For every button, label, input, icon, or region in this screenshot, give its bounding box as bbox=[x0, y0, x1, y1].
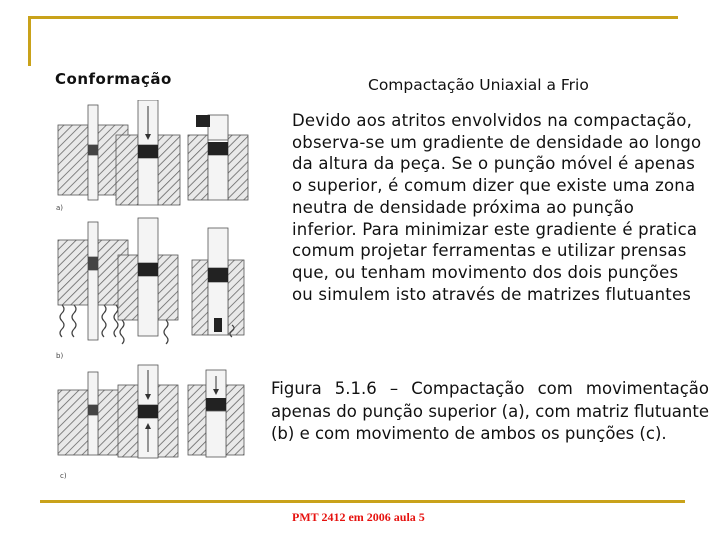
die-b3 bbox=[192, 228, 244, 337]
footer-text: PMT 2412 em 2006 aula 5 bbox=[292, 510, 425, 524]
row-b-diagrams bbox=[56, 218, 244, 360]
die-c2 bbox=[118, 365, 178, 458]
label-a: a) bbox=[56, 204, 64, 212]
die-a3 bbox=[188, 115, 248, 200]
left-rule bbox=[28, 16, 31, 66]
slide-title: Compactação Uniaxial a Frio bbox=[368, 76, 589, 94]
die-a2 bbox=[116, 100, 180, 205]
die-c3 bbox=[188, 370, 244, 457]
figure-caption: Figura 5.1.6 – Compactação com movimentação apenas do punção superior (a), com matriz flutuante (b) e com movimento de ambos os punções (c). bbox=[271, 379, 709, 444]
compaction-figure bbox=[46, 100, 276, 485]
top-rule bbox=[28, 16, 678, 19]
bottom-rule bbox=[40, 500, 685, 503]
die-b2 bbox=[118, 218, 178, 344]
section-title: Conformação bbox=[55, 70, 172, 88]
body-paragraph: Devido aos atritos envolvidos na compactação, observa-se um gradiente de densidade ao longo da altura da peça. Se o punção móvel é apenas o superior, é comum dizer que existe uma zona neutra de densidade próxima ao punção inferior. Para minimizar este gradiente é pratica comum projetar ferramentas e utilizar prensas que, ou tenham movimento dos dois punções ou simulem isto através de matrizes flutuantes bbox=[292, 111, 702, 304]
compaction-diagram bbox=[46, 100, 276, 485]
row-c-diagrams bbox=[58, 365, 244, 480]
die-c1 bbox=[58, 372, 128, 455]
row-a-diagrams bbox=[56, 100, 248, 212]
label-c: c) bbox=[60, 472, 67, 480]
die-b1 bbox=[58, 222, 128, 340]
label-b: b) bbox=[56, 352, 64, 360]
